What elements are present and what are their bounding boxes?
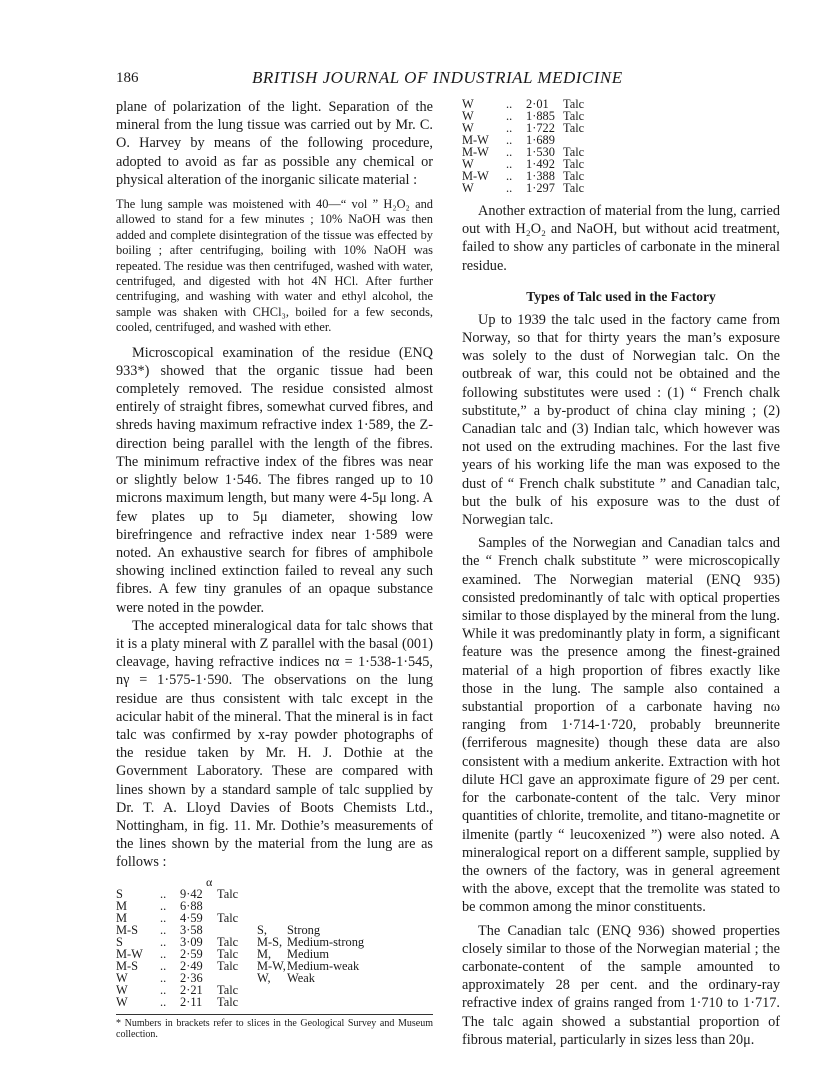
legend-meaning <box>287 900 364 912</box>
paragraph-another-extraction: Another extraction of material from the lung, carried out with H₂O₂ and NaOH, but without acid treatment, failed to show any particles of carbonate in the mineral residue. <box>462 203 780 274</box>
line-spacing-value: 4·59 <box>180 910 203 925</box>
line-leader-dots: .. <box>160 898 167 913</box>
line-spacing-value: 2·01 <box>526 97 549 111</box>
xray-line-row <box>116 936 364 948</box>
line-spacing-value: 1·885 <box>526 109 555 123</box>
xray-line-row <box>116 912 364 924</box>
line-leader-dots: .. <box>506 109 513 123</box>
xray-line-row <box>116 972 364 984</box>
line-mineral: Talc <box>563 97 585 111</box>
legend-abbreviation: W, <box>257 970 271 985</box>
line-leader-dots: .. <box>160 982 167 997</box>
legend-meaning: Medium-weak <box>287 958 360 973</box>
line-spacing-value: 2·59 <box>180 946 203 961</box>
line-mineral <box>217 900 257 912</box>
line-intensity: S <box>116 934 123 949</box>
line-mineral: Talc <box>563 145 585 159</box>
line-mineral: Talc <box>217 982 239 997</box>
xray-line-row <box>116 888 364 900</box>
line-mineral <box>217 924 257 936</box>
xray-line-row <box>116 996 364 1008</box>
line-mineral: Talc <box>563 181 585 195</box>
line-mineral: Talc <box>563 169 585 183</box>
line-spacing-value: 1·297 <box>526 181 555 195</box>
alpha-column-header: α <box>206 874 213 889</box>
legend-abbreviation <box>257 888 287 900</box>
line-mineral: Talc <box>217 886 239 901</box>
line-intensity: S <box>116 886 123 901</box>
xray-line-row <box>462 182 603 194</box>
legend-abbreviation: M-W, <box>257 958 286 973</box>
line-intensity: M-W <box>462 145 489 159</box>
legend-meaning: Medium-strong <box>287 934 365 949</box>
xray-lines-table-left <box>116 888 364 1008</box>
line-spacing-value: 2·21 <box>180 982 203 997</box>
legend-meaning <box>287 996 364 1008</box>
line-leader-dots: .. <box>160 958 167 973</box>
legend-abbreviation <box>257 984 287 996</box>
footnote: * Numbers in brackets refer to slices in the Geological Survey and Museum collection. <box>116 1017 433 1040</box>
line-intensity: M-W <box>462 169 489 183</box>
line-leader-dots: .. <box>506 121 513 135</box>
legend-abbreviation <box>257 900 287 912</box>
line-spacing-value: 2·49 <box>180 958 203 973</box>
line-intensity: W <box>462 97 474 111</box>
paragraph-separation-intro: plane of polarization of the light. Separation of the mineral from the lung tissue was carried out by Mr. C. O. Harvey by means of the following procedure, adopted to avoid as far as possible any chemical or physical alteration of the inorganic silicate material : <box>116 99 433 188</box>
left-column <box>116 98 433 1040</box>
xray-line-row <box>116 960 364 972</box>
line-leader-dots: .. <box>506 157 513 171</box>
legend-abbreviation <box>257 912 287 924</box>
line-leader-dots: .. <box>506 145 513 159</box>
page-number: 186 <box>116 70 139 86</box>
line-intensity: M-S <box>116 958 139 973</box>
paragraph-canadian-talc: The Canadian talc (ENQ 936) showed properties closely similar to those of the Norwegian material ; the carbonate-content of the sample amounted to approximately 28 per cent. and the ordinary-ray refractive index of grains ranged from 1·710 to 1·717. The talc again showed a substantial proportion of fibrous material, particularly in sizes less than 20μ. <box>462 922 780 1048</box>
journal-title: BRITISH JOURNAL OF INDUSTRIAL MEDICINE <box>252 68 623 87</box>
legend-abbreviation: M, <box>257 946 272 961</box>
line-intensity: M <box>116 910 128 925</box>
footnote-rule <box>116 1014 433 1015</box>
section-heading-talc-types: Types of Talc used in the Factory <box>526 288 716 304</box>
legend-abbreviation: M-S, <box>257 934 283 949</box>
line-mineral <box>217 972 257 984</box>
procedure-paragraph: The lung sample was moistened with 40—“ vol ” H₂O₂ and allowed to stand for a few minutes ; 10% NaOH was then added and complete disintegration of the tissue was effected by boiling ; after centrifuging, boiling with 10% NaOH was repeated. The residue was then centrifuged, washed with water, centrifuged, and digested with hot 4N HCl. After further centrifuging, and washing with water and ethyl alcohol, the sample was shaken with CHCl₃, boiled for a few seconds, cooled, centrifuged, and washed with ether. <box>116 197 433 335</box>
line-mineral: Talc <box>217 994 239 1009</box>
right-column <box>462 98 780 1049</box>
line-mineral: Talc <box>563 157 585 171</box>
line-spacing-value: 6·88 <box>180 898 203 913</box>
line-leader-dots: .. <box>160 946 167 961</box>
line-spacing-value: 2·36 <box>180 970 203 985</box>
legend-meaning <box>287 912 364 924</box>
legend-abbreviation: S, <box>257 922 267 937</box>
legend-meaning: Medium <box>287 946 329 961</box>
line-mineral: Talc <box>563 109 585 123</box>
legend-abbreviation <box>257 996 287 1008</box>
paragraph-talc-origin: Up to 1939 the talc used in the factory came from Norway, so that for thirty years the man’s exposure was solely to the dust of Norwegian talc. On the outbreak of war, this could not be obtained and the following substitutes were used : (1) “ French chalk substitute,” a by-product of china clay mining ; (2) Canadian talc and (3) Indian talc, which however was not used on the extruding machines. For the last five years of his working life the man was exposed to the dust of “ French chalk substitute ” and Canadian talc, but the bulk of his exposure was to the dust of Norwegian talc. <box>462 311 780 529</box>
xray-lines-table-right <box>462 98 603 194</box>
line-intensity: M-W <box>462 133 489 147</box>
line-leader-dots: .. <box>160 910 167 925</box>
line-mineral: Talc <box>217 958 239 973</box>
line-mineral: Talc <box>217 946 239 961</box>
line-leader-dots: .. <box>160 934 167 949</box>
line-leader-dots: .. <box>506 97 513 111</box>
line-leader-dots: .. <box>506 169 513 183</box>
line-spacing-value: 1·722 <box>526 121 555 135</box>
line-mineral: Talc <box>563 121 585 135</box>
line-spacing-value: 3·58 <box>180 922 203 937</box>
legend-meaning: Strong <box>287 922 321 937</box>
line-leader-dots: .. <box>506 181 513 195</box>
line-spacing-value: 1·492 <box>526 157 555 171</box>
line-intensity: W <box>116 994 128 1009</box>
line-leader-dots: .. <box>160 886 167 901</box>
paragraph-microscopical-exam: Microscopical examination of the residue (ENQ 933*) showed that the organic tissue had been completely removed. The residue consisted almost entirely of straight fibres, somewhat curved fibres, and shreds having maximum refractive index 1·589, the Z-direction being parallel with the length of the fibres. The minimum refractive index of the fibres was near or slightly below 1·546. The fibres ranged up to 10 microns maximum length, but many were 4-5μ long. A few plates up to 5μ diameter, showing low birefringence and refractive index near 1·589 were noted. An exhaustive search for fibres of amphibole showing inclined extinction failed to reveal any such fibres. A few tiny granules of an opaque substance were noted in the powder. <box>116 344 433 616</box>
line-intensity: M <box>116 898 128 913</box>
line-intensity: W <box>462 109 474 123</box>
line-mineral: Talc <box>217 934 239 949</box>
line-spacing-value: 9·42 <box>180 886 203 901</box>
line-spacing-value: 1·388 <box>526 169 555 183</box>
line-mineral: Talc <box>217 910 239 925</box>
xray-line-row <box>116 984 364 996</box>
line-leader-dots: .. <box>506 133 513 147</box>
paragraph-mineralogical-data: The accepted mineralogical data for talc shows that it is a platy mineral with Z parallel with the basal (001) cleavage, having refractive indices nα = 1·538-1·545, nγ = 1·575-1·590. The observations on the lung residue are thus consistent with talc except in the acicular habit of the mineral. That the mineral is in fact talc was confirmed by x-ray powder photographs of the residue taken by Mr. H. J. Dothie at the Government Laboratory. These are compared with lines shown by a standard sample of talc supplied by Dr. T. A. Lloyd Davies of Boots Chemists Ltd., Nottingham, in fig. 11. Mr. Dothie’s measurements of the lines shown by the material from the lung are as follows : <box>116 617 433 871</box>
xray-line-row <box>116 948 364 960</box>
legend-meaning: Weak <box>287 970 315 985</box>
line-leader-dots: .. <box>160 970 167 985</box>
line-leader-dots: .. <box>160 994 167 1009</box>
xray-line-row <box>116 924 364 936</box>
line-intensity: W <box>116 970 128 985</box>
legend-meaning <box>287 888 364 900</box>
line-intensity: M-W <box>116 946 143 961</box>
line-intensity: M-S <box>116 922 139 937</box>
line-intensity: W <box>462 181 474 195</box>
line-intensity: W <box>462 121 474 135</box>
line-spacing-value: 1·689 <box>526 133 555 147</box>
line-leader-dots: .. <box>160 922 167 937</box>
line-intensity: W <box>462 157 474 171</box>
paragraph-samples-examined: Samples of the Norwegian and Canadian talcs and the “ French chalk substitute ” were microscopically examined. The Norwegian material (ENQ 935) consisted predominantly of talc with optical properties similar to those displayed by the mineral from the lung. While it was predominantly platy in form, a significant feature was the presence among the finest-grained material of a high proportion of fibres exactly like those in the lung. The sample also contained a substantial proportion of a carbonate having nω ranging from 1·714-1·720, probably breunnerite (ferriferous magnesite) though these data are also consistent with a medium ankerite. Extraction with hot dilute HCl gave an approximate figure of 29 per cent. for the carbonate-content of the talc. Very minor quantities of chlorite, tremolite, and titano-magnetite or ilmenite (partly “ leucoxenized ”) were also noted. A mineralogical report on a different sample, supplied by the owners of the factory, was in general agreement with the above, except that the tremolite was stated to be common among the minor constituents. <box>462 535 780 916</box>
line-spacing-value: 3·09 <box>180 934 203 949</box>
line-spacing-value: 1·530 <box>526 145 555 159</box>
line-intensity: W <box>116 982 128 997</box>
line-spacing-value: 2·11 <box>180 994 203 1009</box>
legend-meaning <box>287 984 364 996</box>
xray-line-row <box>116 900 364 912</box>
